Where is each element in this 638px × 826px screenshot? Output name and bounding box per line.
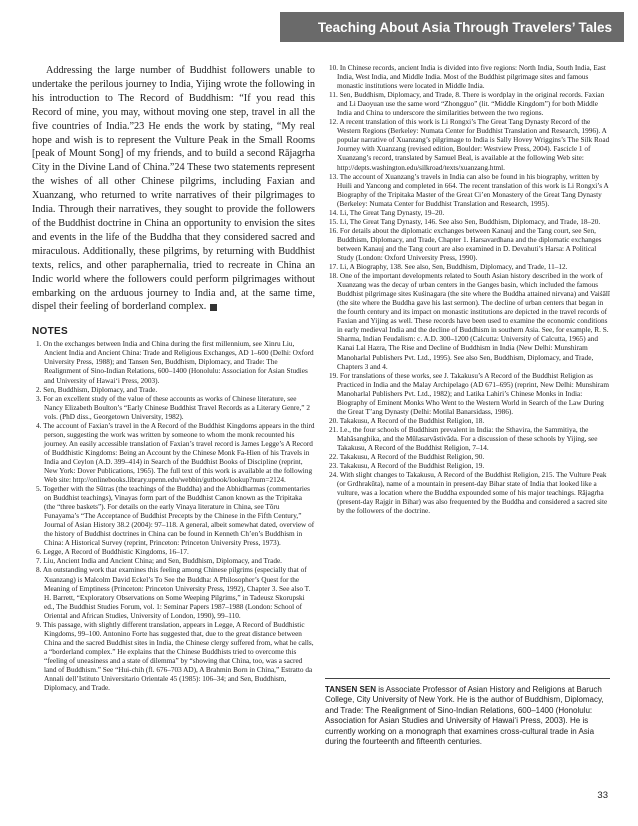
note-item: 19. For translations of these works, see J. Takakusu’s A Record of the Buddhist Religion as Practiced in India and the Malay Archipelago (AD 671–695) (reprint, New Delhi: Munshiram Manoharlal Publishers Pvt. Ltd., 1982); and Latika Lahiri’s Chinese Monks in India: Biography of Eminent Monks Who Went to the Western World in Search of the Law During the Great T’ang Dynasty (Delhi: Motilal Banarsidass, 1986).: [329, 371, 610, 416]
bio-divider: [325, 678, 610, 679]
note-item: 6. Legge, A Record of Buddhistic Kingdoms, 16–17.: [36, 548, 189, 557]
note-item: 3. For an excellent study of the value of these accounts as works of Chinese literature, see Nancy Elizabeth Boulton’s “Early Chinese Buddhist Travel Records as a Literary Genre,” 2 vols. (PhD diss., Georgetown University, 1982).: [36, 394, 310, 421]
note-item: 11. Sen, Buddhism, Diplomacy, and Trade, 8. There is wordplay in the original records. Faxian and Li Daoyuan use the same word “Zhongguo” (lit. “Middle Kingdom”) for both Middle India and China to underscore the similarities between the two regions.: [329, 91, 605, 118]
body-paragraph: Addressing the large number of Buddhist followers unable to undertake the perilous journey to India, Yijing wrote the following in his introduction to The Record of Buddhism: “If you read this Record of mine, you may, without moving one step, travel in all the five countries of India.”23 He ends the work by stating, “My real hope and wish is to represent the Vulture Peak in the Small Rooms [peak of Mount Song] of my friends, and to build a second Rājagrha City in the Divine Land of China.”24 These two statements represent the wishes of all other Chinese pilgrims, including Faxian and Xuanzang, who returned to write narratives of their pilgrimages to India. Through their narratives, they sought to provide the followers of the Buddhist doctrine in China an opportunity to envision the sites and events in the life of the Buddha that they considered sacred and miraculous. Additionally, these pilgrims, by returning with Buddhist texts, relics, and other paraphernalia, tried to recreate in China an Indic world where the followers could perform pilgrimages without embarking on the arduous journey to India and, at the same time, dispel their feeling of borderland complex.: [32, 65, 315, 313]
note-item: 22. Takakusu, A Record of the Buddhist Religion, 90.: [329, 453, 485, 462]
author-bio-text: is Associate Professor of Asian History and Religions at Baruch College, City University of New York. He is the author of Buddhism, Diplomacy, and Trade: The Realignment of Sino-Indian Relations, 600–1400 (Honolulu: Association for Asian Studies and University of Hawai‘i Press, 2003). He is currently working on a monograph that examines cross-cultural trade in Asia during the fourteenth and fifteenth centuries.: [325, 685, 604, 747]
note-item: 16. For details about the diplomatic exchanges between Kanauj and the Tang court, see Sen, Buddhism, Diplomacy, and Trade, Chapter 1. Harsavardhana and the diplomatic exchanges between Kanauj and the Tang court are also examined in D. Devahuti’s Harsa: A Political Study (London: Oxford University Press, 1990).: [329, 226, 602, 262]
note-item: 12. A recent translation of this work is Li Rongxi’s The Great Tang Dynasty Record of the Western Regions (Berkeley: Numata Center for Buddhist Translation and Research, 1996). A popular narrative of Xuanzang’s pilgrimage to India is Sally Hovey Wriggins’s The Silk Road Journey with Xuanzang (revised edition, Boulder: Westview Press, 2004). Fascicle 1 of Xuanzang’s record, translated by Samuel Beal, is available at the following Web site: http://depts.washington.edu/silkroad/texts/xuanzang.html.: [329, 118, 610, 172]
note-item: 5. Together with the Sūtras (the teachings of the Buddha) and the Abhidharmas (commentaries on Buddhist teachings), Vinayas form part of the Buddhist Canon known as the Tripitaka (the “three baskets”). For details on the early Vinaya literature in China, see Tōru Funayama’s “The Acceptance of Buddhist Precepts by the Chinese in the Fifth Century,” Journal of Asian History 38.2 (2004): 97–118. A general, albeit somewhat dated, overview of the history of Buddhist doctrines in China can be found in Kenneth Ch’en’s Buddhism in China: A Historical Survey (reprint, Princeton: Princeton University Press, 1973).: [36, 485, 315, 548]
note-item: 15. Li, The Great Tang Dynasty, 146. See also Sen, Buddhism, Diplomacy, and Trade, 18–20.: [329, 217, 601, 226]
note-item: 8. An outstanding work that examines this feeling among Chinese pilgrims (especially that of Xuanzang) is Malcolm David Eckel’s To See the Buddha: A Philosopher’s Quest for the Meaning of Emptiness (Princeton: Princeton University Press, 1992), Chapter 3. See also T. H. Barrett, “Exploratory Observations on Some Weeping Pilgrims,” in Tadeusz Skorupski ed., The Buddhist Studies Forum, vol. 1: Seminar Papers 1987–1988 (London: School of Oriental and African Studies, University of London, 1990), 99–110.: [36, 566, 311, 620]
notes-heading: NOTES: [32, 326, 68, 338]
note-item: 24. With slight changes to Takakusu, A Record of the Buddhist Religion, 215. The Vulture Peak (or Grdhrakūta), name of a mountain in present-day Bihar state of India that looked like a vulture, was a location where the Buddha expounded some of his major teachings. Rājagrha (present-day Rajgir in Bihar) was also frequented by the Buddha and considered a sacred site by the followers of the doctrine.: [329, 471, 608, 516]
note-item: 20. Takakusu, A Record of the Buddhist Religion, 18.: [329, 416, 485, 425]
author-bio: [325, 685, 610, 747]
note-item: 10. In Chinese records, ancient India is divided into five regions: North India, South India, East India, West India, and Middle India. Most of the Buddhist pilgrimage sites and famous monastic institutions were located in Middle India.: [329, 64, 606, 91]
page-number: 33: [597, 790, 608, 801]
left-column: [32, 64, 315, 693]
right-column: [325, 64, 610, 516]
note-item: 9. This passage, with slightly different translation, appears in Legge, A Record of Buddhistic Kingdoms, 99–100. Antonino Forte has suggested that, due to the great distance between China and the sacred Buddhist sites in India, the Chinese clergy suffered from, what he calls, a “borderland complex.” He explains that the Chinese Buddhists tried to overcome this “feeling of uneasiness and a state of dilemma” by “showing that China, too, was a sacred land of Buddhism.” See “Hui-chih (fl. 676–703 AD), A Brahmin Born in China,” Estratto da Annali dell’Istituto Universitario Orientale 45 (1985): 106–34; and Sen, Buddhism, Diplomacy, and Trade.: [36, 620, 314, 693]
note-item: 1. On the exchanges between India and China during the first millennium, see Xinru Liu, Ancient India and Ancient China: Trade and Religious Exchanges, AD 1–600 (Delhi: Oxford University Press, 1988); and Tansen Sen, Buddhism, Diplomacy, and Trade: The Realignment of Sino-Indian Relations, 600–1400 (Honolulu: Association for Asian Studies and University of Hawai‘i Press, 2003).: [36, 340, 314, 385]
running-header: [280, 12, 624, 42]
running-title: Teaching About Asia Through Travelers’ Tales: [317, 19, 612, 35]
note-item: 21. I.e., the four schools of Buddhism prevalent in India: the Sthavira, the Sammitiya, the Mahāsanghika, and the Mūlasarvāstivāda. For a discussion of these schools by Yijing, see Takakusu, A Record of the Buddhist Religion, 7–14.: [329, 425, 598, 452]
end-mark-icon: [210, 304, 217, 311]
note-item: 4. The account of Faxian’s travel in the A Record of the Buddhist Kingdoms appears in the third person, suggesting the work was written by someone to whom the monk recounted his journey. An easily accessible translation of Faxian’s travel record is James Legge’s A Record of Buddhistic Kingdoms: Being an Account by the Chinese Monk Fa-Hien of his Travels in India and Ceylon (A.D. 399–414) in Search of the Buddhist Books of Discipline (reprint, New York: Dover Publications, 1965). The full text of this work is available at the following Web site: http://onlinebooks.library.upenn.edu/webbin/gutbook/lookup?num=2124.: [36, 421, 315, 485]
note-item: 14. Li, The Great Tang Dynasty, 19–20.: [329, 208, 445, 217]
notes-list-left: [32, 340, 315, 693]
notes-list-right: [325, 64, 610, 516]
note-item: 18. One of the important developments related to South Asian history described in the work of Xuanzang was the decay of urban centers in the Ganges basin, which included the famous Buddhist pilgrimage sites Kuśinagara (the site where the Buddha attained nirvana) and Vaiśālī (the site where the Buddha gave his last sermon). The decline of urban centers that began in the fourth century and its impact on monastic institutions are depicted in the travel records of Faxian and Yijing as well. These records have been used to examine the economic conditions in early medieval India and the decline of Buddhism in southern Asia. See, for example, R. S. Sharma, Indian Feudalism: c. A.D. 300–1200 (Calcutta: University of Calcutta, 1965) and Kanai Lal Hazra, The Rise and Decline of Buddhism in India (New Delhi: Munshiram Manoharlal Publishers Pvt. Ltd., 1995). See also Sen, Buddhism, Diplomacy, and Trade, Chapters 3 and 4.: [329, 272, 610, 371]
note-item: 2. Sen, Buddhism, Diplomacy, and Trade.: [36, 385, 158, 394]
note-item: 7. Liu, Ancient India and Ancient China; and Sen, Buddhism, Diplomacy, and Trade.: [36, 557, 282, 566]
note-item: 17. Li, A Biography, 138. See also, Sen, Buddhism, Diplomacy, and Trade, 11–12.: [329, 263, 568, 272]
note-item: 13. The account of Xuanzang’s travels in India can also be found in his biography, written by Huili and Yancong and completed in 664. The recent translation of this work is Li Rongxi’s A Biography of the Tripitaka Master of the Great Ci’en Monastery of the Great Tang Dynasty (Berkeley: Numata Center for Buddhist Translation and Research, 1995).: [329, 172, 609, 208]
author-name: TANSEN SEN: [325, 685, 376, 694]
note-item: 23. Takakusu, A Record of the Buddhist Religion, 19.: [329, 462, 485, 471]
